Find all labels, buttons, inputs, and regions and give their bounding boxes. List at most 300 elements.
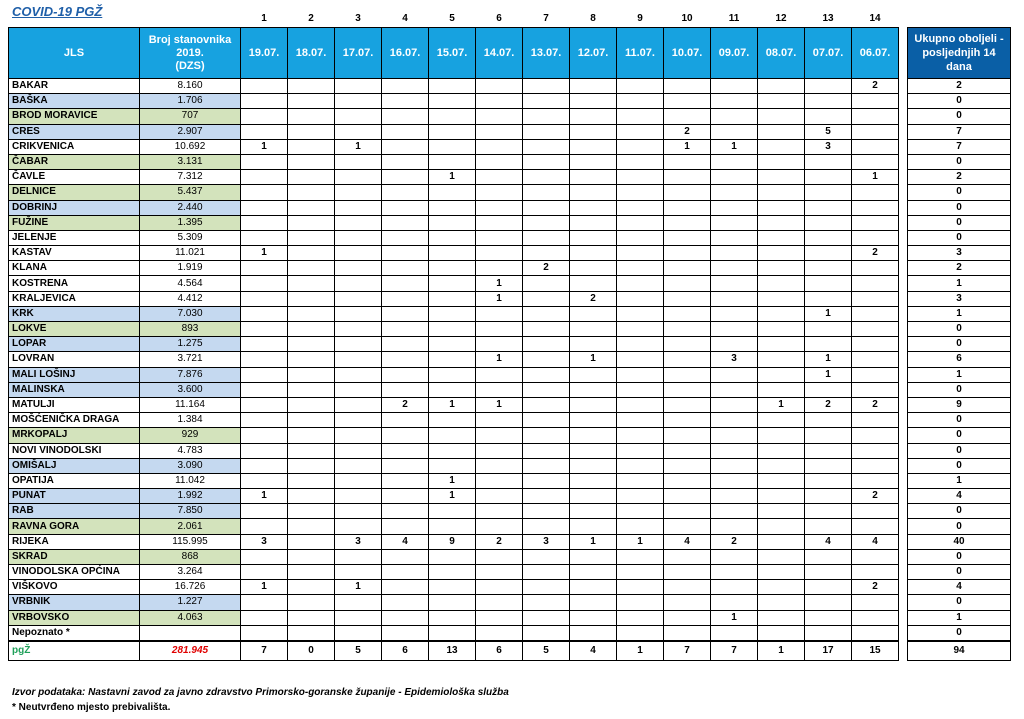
case-count: 2: [852, 397, 899, 412]
case-count: [664, 322, 711, 337]
day-total: 5: [335, 641, 382, 661]
case-count: [382, 595, 429, 610]
case-count: [664, 154, 711, 169]
day-total: 5: [523, 641, 570, 661]
table-row: [9, 504, 1011, 519]
case-count: [335, 109, 382, 124]
case-count: [241, 94, 288, 109]
case-count: [429, 458, 476, 473]
case-count: [382, 124, 429, 139]
case-count: [429, 124, 476, 139]
case-count: [288, 413, 335, 428]
case-count: [852, 549, 899, 564]
case-count: [335, 291, 382, 306]
case-count: [711, 306, 758, 321]
case-count: [476, 109, 523, 124]
case-count: [570, 215, 617, 230]
case-count: [617, 625, 664, 641]
case-count: [805, 94, 852, 109]
case-count: [288, 352, 335, 367]
covid-table: [8, 11, 1011, 661]
population-value: 7.312: [140, 170, 241, 185]
case-count: [382, 185, 429, 200]
table-row: [9, 489, 1011, 504]
case-count: [382, 215, 429, 230]
day-total: 1: [617, 641, 664, 661]
municipality-name: CRES: [9, 124, 140, 139]
case-count: [617, 367, 664, 382]
case-count: [288, 397, 335, 412]
case-count: [711, 170, 758, 185]
case-count: 1: [241, 139, 288, 154]
case-count: [523, 124, 570, 139]
case-count: [382, 109, 429, 124]
day-total: 4: [570, 641, 617, 661]
case-count: [429, 200, 476, 215]
case-count: [852, 200, 899, 215]
case-count: [382, 443, 429, 458]
case-count: [758, 413, 805, 428]
case-count: [711, 291, 758, 306]
case-count: [288, 322, 335, 337]
municipality-name: FUŽINE: [9, 215, 140, 230]
case-count: [335, 230, 382, 245]
case-count: [429, 580, 476, 595]
case-count: [805, 595, 852, 610]
municipality-name: BROD MORAVICE: [9, 109, 140, 124]
case-count: [382, 504, 429, 519]
case-count: [429, 215, 476, 230]
grand-total: 94: [908, 641, 1011, 661]
date-header: 06.07.: [852, 28, 899, 79]
case-count: [241, 625, 288, 641]
case-count: [382, 473, 429, 488]
case-count: 1: [805, 306, 852, 321]
case-count: [241, 230, 288, 245]
table-row: [9, 261, 1011, 276]
population-value: 3.600: [140, 382, 241, 397]
case-count: [241, 215, 288, 230]
case-count: [852, 139, 899, 154]
case-count: [429, 109, 476, 124]
case-count: [335, 261, 382, 276]
case-count: [758, 124, 805, 139]
case-count: [805, 154, 852, 169]
row-total: 1: [908, 276, 1011, 291]
row-total: 2: [908, 261, 1011, 276]
case-count: [335, 397, 382, 412]
case-count: [711, 79, 758, 94]
case-count: [476, 413, 523, 428]
date-header: 18.07.: [288, 28, 335, 79]
municipality-name: MALINSKA: [9, 382, 140, 397]
case-count: 2: [805, 397, 852, 412]
day-number: 8: [590, 13, 596, 24]
case-count: [241, 306, 288, 321]
case-count: [852, 154, 899, 169]
case-count: [852, 367, 899, 382]
case-count: 1: [711, 610, 758, 625]
row-total: 2: [908, 170, 1011, 185]
case-count: [382, 337, 429, 352]
day-total: 7: [664, 641, 711, 661]
case-count: 1: [241, 246, 288, 261]
case-count: [617, 519, 664, 534]
row-total: 0: [908, 94, 1011, 109]
case-count: [711, 428, 758, 443]
case-count: [523, 610, 570, 625]
case-count: [758, 230, 805, 245]
case-count: [852, 458, 899, 473]
case-count: [335, 610, 382, 625]
case-count: [852, 413, 899, 428]
case-count: [429, 261, 476, 276]
case-count: [805, 261, 852, 276]
case-count: [288, 261, 335, 276]
population-value: 7.850: [140, 504, 241, 519]
case-count: [711, 595, 758, 610]
case-count: [288, 610, 335, 625]
municipality-name: MOŠĆENIČKA DRAGA: [9, 413, 140, 428]
case-count: [241, 109, 288, 124]
case-count: [852, 352, 899, 367]
row-total: 3: [908, 246, 1011, 261]
case-count: [429, 565, 476, 580]
page-title: COVID-19 PGŽ: [12, 4, 103, 19]
case-count: [711, 565, 758, 580]
case-count: [288, 200, 335, 215]
case-count: [382, 154, 429, 169]
case-count: [476, 367, 523, 382]
case-count: [523, 322, 570, 337]
row-total: 0: [908, 109, 1011, 124]
case-count: 2: [852, 79, 899, 94]
case-count: [241, 200, 288, 215]
table-row: [9, 397, 1011, 412]
case-count: [805, 428, 852, 443]
case-count: [570, 458, 617, 473]
municipality-name: MALI LOŠINJ: [9, 367, 140, 382]
population-value: 929: [140, 428, 241, 443]
case-count: 1: [429, 489, 476, 504]
case-count: [570, 337, 617, 352]
case-count: [711, 580, 758, 595]
case-count: [335, 337, 382, 352]
table-row: [9, 246, 1011, 261]
case-count: [241, 337, 288, 352]
case-count: [241, 413, 288, 428]
case-count: [241, 382, 288, 397]
case-count: [382, 139, 429, 154]
case-count: [288, 443, 335, 458]
case-count: 1: [429, 170, 476, 185]
case-count: [476, 124, 523, 139]
case-count: [288, 276, 335, 291]
case-count: [429, 230, 476, 245]
case-count: [382, 291, 429, 306]
case-count: [664, 595, 711, 610]
case-count: [241, 565, 288, 580]
row-total: 0: [908, 549, 1011, 564]
case-count: [382, 610, 429, 625]
day-total: 15: [852, 641, 899, 661]
case-count: [382, 428, 429, 443]
row-total: 0: [908, 504, 1011, 519]
case-count: [758, 565, 805, 580]
case-count: [805, 519, 852, 534]
case-count: [758, 291, 805, 306]
case-count: [335, 352, 382, 367]
case-count: [288, 382, 335, 397]
case-count: [852, 428, 899, 443]
case-count: 1: [476, 291, 523, 306]
case-count: [288, 473, 335, 488]
municipality-name: NOVI VINODOLSKI: [9, 443, 140, 458]
case-count: [570, 230, 617, 245]
case-count: [570, 261, 617, 276]
case-count: [711, 94, 758, 109]
case-count: 9: [429, 534, 476, 549]
case-count: [711, 367, 758, 382]
row-total: 0: [908, 413, 1011, 428]
case-count: [523, 306, 570, 321]
case-count: [758, 595, 805, 610]
case-count: [852, 610, 899, 625]
case-count: [335, 625, 382, 641]
case-count: [758, 109, 805, 124]
case-count: [288, 109, 335, 124]
population-value: 11.164: [140, 397, 241, 412]
case-count: [476, 246, 523, 261]
case-count: [570, 549, 617, 564]
case-count: 4: [852, 534, 899, 549]
case-count: [335, 382, 382, 397]
case-count: [570, 595, 617, 610]
day-total: 17: [805, 641, 852, 661]
day-number: 6: [496, 13, 502, 24]
case-count: [523, 565, 570, 580]
case-count: [664, 337, 711, 352]
case-count: [664, 185, 711, 200]
case-count: [852, 519, 899, 534]
case-count: [664, 382, 711, 397]
row-total: 0: [908, 185, 1011, 200]
case-count: [523, 170, 570, 185]
jls-header: JLS: [9, 28, 140, 79]
case-count: [523, 185, 570, 200]
municipality-name: LOKVE: [9, 322, 140, 337]
case-count: [335, 473, 382, 488]
case-count: [523, 489, 570, 504]
row-total: 0: [908, 458, 1011, 473]
municipality-name: JELENJE: [9, 230, 140, 245]
case-count: [852, 565, 899, 580]
case-count: [617, 124, 664, 139]
population-value: 707: [140, 109, 241, 124]
case-count: [429, 504, 476, 519]
row-total: 2: [908, 79, 1011, 94]
case-count: [758, 79, 805, 94]
case-count: [429, 139, 476, 154]
case-count: [476, 443, 523, 458]
case-count: [288, 367, 335, 382]
table-row: [9, 200, 1011, 215]
case-count: [617, 413, 664, 428]
case-count: [758, 367, 805, 382]
footnote: * Neutvrđeno mjesto prebivališta.: [12, 702, 171, 713]
table-row: [9, 625, 1011, 641]
case-count: [288, 534, 335, 549]
case-count: [570, 170, 617, 185]
case-count: [335, 458, 382, 473]
row-total: 4: [908, 489, 1011, 504]
case-count: 2: [711, 534, 758, 549]
case-count: [382, 565, 429, 580]
case-count: [758, 580, 805, 595]
case-count: [382, 352, 429, 367]
population-value: 1.919: [140, 261, 241, 276]
case-count: [758, 504, 805, 519]
case-count: [382, 580, 429, 595]
municipality-name: DOBRINJ: [9, 200, 140, 215]
day-number: 10: [681, 13, 693, 24]
municipality-name: BAKAR: [9, 79, 140, 94]
municipality-name: ČAVLE: [9, 170, 140, 185]
case-count: [617, 565, 664, 580]
case-count: [476, 306, 523, 321]
case-count: [617, 352, 664, 367]
case-count: [711, 337, 758, 352]
case-count: [617, 185, 664, 200]
case-count: [570, 200, 617, 215]
population-value: 868: [140, 549, 241, 564]
case-count: [852, 595, 899, 610]
case-count: [617, 261, 664, 276]
case-count: [288, 154, 335, 169]
table-row: [9, 322, 1011, 337]
case-count: [617, 276, 664, 291]
municipality-name: KASTAV: [9, 246, 140, 261]
case-count: [570, 306, 617, 321]
table-row: [9, 428, 1011, 443]
case-count: [241, 549, 288, 564]
case-count: [711, 215, 758, 230]
case-count: [570, 443, 617, 458]
date-header: 12.07.: [570, 28, 617, 79]
day-total: 1: [758, 641, 805, 661]
row-total: 0: [908, 595, 1011, 610]
case-count: [617, 549, 664, 564]
case-count: [382, 246, 429, 261]
case-count: 1: [241, 489, 288, 504]
case-count: 3: [241, 534, 288, 549]
total-population: 281.945: [140, 641, 241, 661]
case-count: 1: [852, 170, 899, 185]
row-total: 0: [908, 382, 1011, 397]
population-value: 11.042: [140, 473, 241, 488]
date-header: 11.07.: [617, 28, 664, 79]
case-count: [382, 625, 429, 641]
population-value: 1.275: [140, 337, 241, 352]
case-count: [711, 625, 758, 641]
case-count: [288, 549, 335, 564]
case-count: [852, 625, 899, 641]
case-count: 3: [805, 139, 852, 154]
case-count: [476, 580, 523, 595]
row-total: 0: [908, 565, 1011, 580]
case-count: [288, 124, 335, 139]
case-count: [476, 458, 523, 473]
case-count: [570, 322, 617, 337]
table-row: [9, 276, 1011, 291]
case-count: [664, 276, 711, 291]
case-count: [288, 519, 335, 534]
case-count: [617, 200, 664, 215]
case-count: [758, 352, 805, 367]
case-count: [476, 79, 523, 94]
municipality-name: PUNAT: [9, 489, 140, 504]
case-count: [805, 230, 852, 245]
case-count: [476, 215, 523, 230]
table-row: [9, 337, 1011, 352]
table-row: [9, 443, 1011, 458]
municipality-name: VRBOVSKO: [9, 610, 140, 625]
case-count: [617, 306, 664, 321]
case-count: 1: [570, 534, 617, 549]
municipality-name: CRIKVENICA: [9, 139, 140, 154]
case-count: [617, 397, 664, 412]
case-count: [241, 595, 288, 610]
case-count: [758, 519, 805, 534]
table-row: [9, 367, 1011, 382]
date-header: 07.07.: [805, 28, 852, 79]
case-count: [805, 276, 852, 291]
day-total: 6: [382, 641, 429, 661]
case-count: [805, 458, 852, 473]
case-count: [335, 595, 382, 610]
case-count: [758, 185, 805, 200]
table-row: [9, 306, 1011, 321]
case-count: [476, 519, 523, 534]
case-count: [852, 322, 899, 337]
case-count: [241, 276, 288, 291]
case-count: [617, 458, 664, 473]
case-count: [758, 94, 805, 109]
case-count: [570, 610, 617, 625]
case-count: [476, 322, 523, 337]
case-count: [711, 504, 758, 519]
case-count: [805, 291, 852, 306]
case-count: [617, 595, 664, 610]
case-count: [335, 185, 382, 200]
case-count: [429, 185, 476, 200]
row-total: 0: [908, 519, 1011, 534]
case-count: [570, 185, 617, 200]
case-count: [288, 565, 335, 580]
case-count: [570, 565, 617, 580]
case-count: [288, 170, 335, 185]
case-count: [335, 549, 382, 564]
case-count: [805, 489, 852, 504]
case-count: 2: [570, 291, 617, 306]
case-count: 5: [805, 124, 852, 139]
date-header: 17.07.: [335, 28, 382, 79]
day-number: 13: [822, 13, 834, 24]
case-count: [241, 352, 288, 367]
municipality-name: LOVRAN: [9, 352, 140, 367]
case-count: [476, 382, 523, 397]
case-count: [241, 170, 288, 185]
